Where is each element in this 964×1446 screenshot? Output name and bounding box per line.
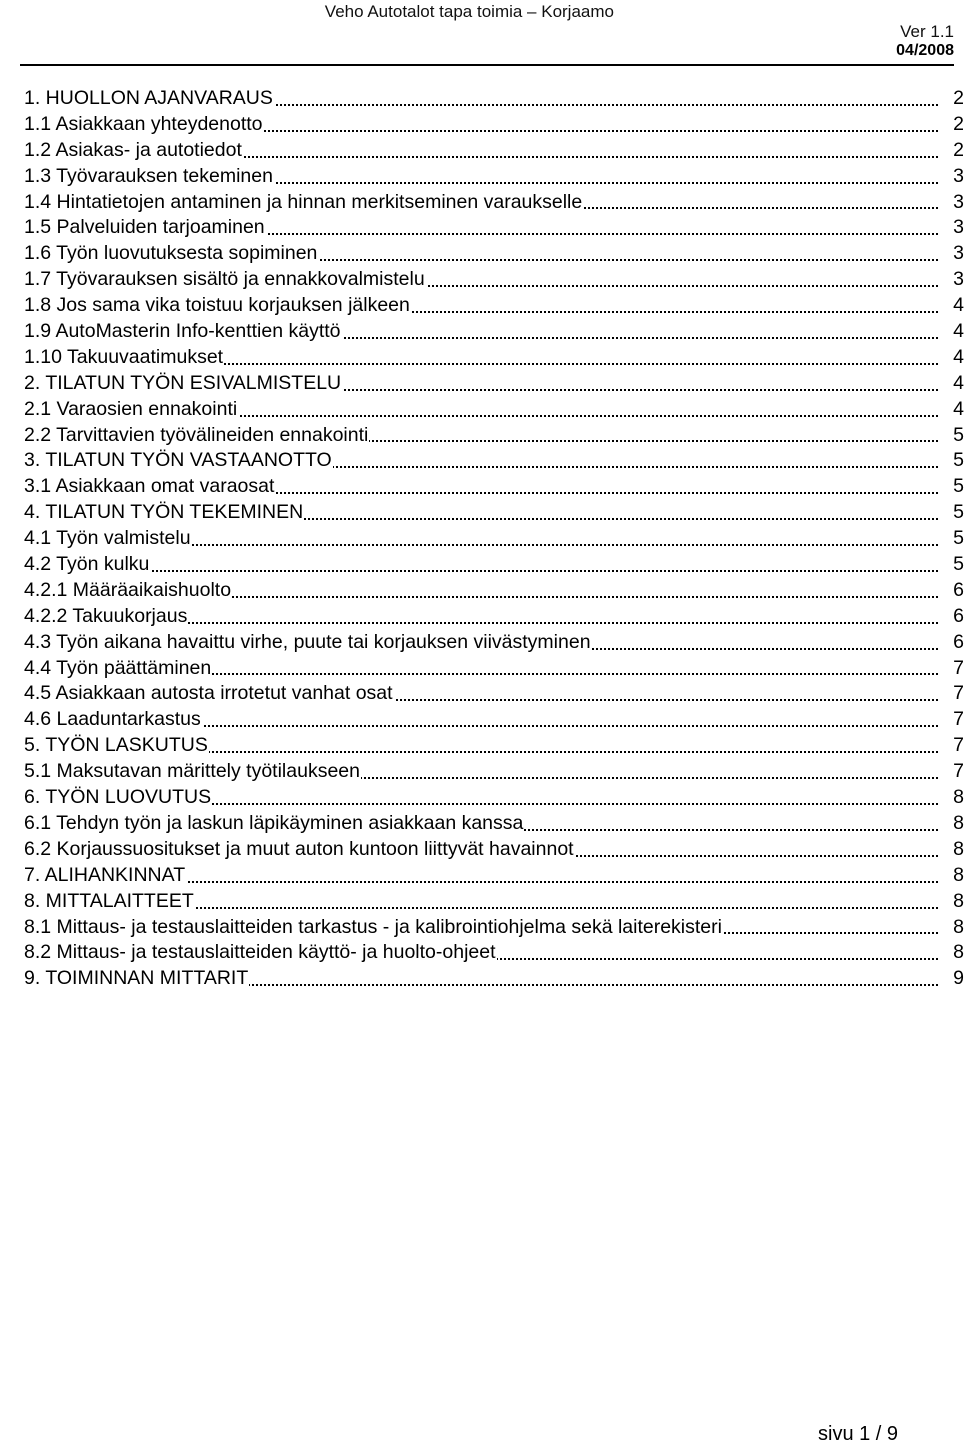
- toc-entry-page: 7: [940, 759, 964, 785]
- toc-entry-page: 2: [940, 112, 964, 138]
- toc-entry-page: 7: [940, 733, 964, 759]
- toc-entry-page: 7: [940, 707, 964, 733]
- toc-entry-page: 8: [940, 940, 964, 966]
- toc-entry[interactable]: [24, 500, 964, 526]
- toc-entry-label: 4.6 Laaduntarkastus: [24, 708, 201, 731]
- toc-entry[interactable]: [24, 474, 964, 500]
- toc-entry[interactable]: [24, 630, 964, 656]
- toc-entry-page: 6: [940, 630, 964, 656]
- toc-entry-label: 2. TILATUN TYÖN ESIVALMISTELU: [24, 371, 342, 394]
- document-version: Ver 1.1: [900, 22, 954, 41]
- toc-entry-label: 8.1 Mittaus- ja testauslaitteiden tarkastus - ja kalibrointiohjelma sekä laiterekisteri: [24, 915, 722, 938]
- toc-entry-page: 5: [940, 448, 964, 474]
- toc-entry-label: 1.10 Takuuvaatimukset: [24, 345, 224, 368]
- table-of-contents: [24, 86, 964, 992]
- toc-entry-label: 5. TYÖN LASKUTUS: [24, 734, 208, 757]
- toc-entry-label: 1.6 Työn luovutuksesta sopiminen: [24, 242, 318, 265]
- toc-entry[interactable]: [24, 86, 964, 112]
- toc-entry-page: 2: [940, 138, 964, 164]
- toc-entry-page: 8: [940, 811, 964, 837]
- toc-entry[interactable]: [24, 448, 964, 474]
- toc-entry[interactable]: [24, 319, 964, 345]
- toc-entry[interactable]: [24, 681, 964, 707]
- toc-entry[interactable]: [24, 526, 964, 552]
- toc-entry[interactable]: [24, 423, 964, 449]
- toc-entry[interactable]: [24, 966, 964, 992]
- toc-entry-label: 4. TILATUN TYÖN TEKEMINEN: [24, 501, 304, 524]
- toc-entry-label: 1.1 Asiakkaan yhteydenotto: [24, 112, 263, 135]
- toc-entry-label: 5.1 Maksutavan märittely työtilaukseen: [24, 760, 360, 783]
- toc-entry[interactable]: [24, 759, 964, 785]
- toc-entry-label: 2.1 Varaosien ennakointi: [24, 397, 238, 420]
- page-number: sivu 1 / 9: [818, 1423, 899, 1445]
- toc-entry-label: 4.4 Työn päättäminen: [24, 656, 212, 679]
- toc-entry-label: 6.2 Korjaussuositukset ja muut auton kuntoon liittyvät havainnot: [24, 837, 574, 860]
- toc-entry[interactable]: [24, 863, 964, 889]
- toc-entry-label: 2.2 Tarvittavien työvälineiden ennakointi: [24, 423, 369, 446]
- toc-entry-page: 7: [940, 656, 964, 682]
- toc-entry-page: 4: [940, 397, 964, 423]
- toc-entry[interactable]: [24, 733, 964, 759]
- toc-entry[interactable]: [24, 552, 964, 578]
- toc-entry-page: 4: [940, 371, 964, 397]
- toc-entry[interactable]: [24, 811, 964, 837]
- toc-entry-label: 8. MITTALAITTEET: [24, 889, 194, 912]
- toc-entry-page: 3: [940, 190, 964, 216]
- toc-entry[interactable]: [24, 164, 964, 190]
- toc-entry-label: 3. TILATUN TYÖN VASTAANOTTO: [24, 449, 332, 472]
- toc-entry[interactable]: [24, 837, 964, 863]
- header-divider: [20, 64, 954, 66]
- toc-entry[interactable]: [24, 267, 964, 293]
- toc-entry-label: 4.5 Asiakkaan autosta irrotetut vanhat osat: [24, 682, 393, 705]
- toc-entry[interactable]: [24, 785, 964, 811]
- toc-entry[interactable]: [24, 940, 964, 966]
- toc-entry-page: 8: [940, 863, 964, 889]
- toc-entry[interactable]: [24, 707, 964, 733]
- toc-entry-label: 6.1 Tehdyn työn ja laskun läpikäyminen asiakkaan kanssa: [24, 811, 524, 834]
- toc-entry[interactable]: [24, 915, 964, 941]
- toc-entry-page: 3: [940, 267, 964, 293]
- toc-entry-label: 4.1 Työn valmistelu: [24, 527, 191, 550]
- toc-entry-page: 5: [940, 526, 964, 552]
- toc-entry-page: 3: [940, 215, 964, 241]
- toc-entry-page: 8: [940, 785, 964, 811]
- toc-entry-label: 1.7 Työvarauksen sisältö ja ennakkovalmistelu: [24, 268, 425, 291]
- toc-entry-label: 1.4 Hintatietojen antaminen ja hinnan merkitseminen varaukselle: [24, 190, 583, 213]
- toc-entry-label: 1.8 Jos sama vika toistuu korjauksen jälkeen: [24, 294, 410, 317]
- toc-entry-page: 6: [940, 578, 964, 604]
- document-date: 04/2008: [896, 42, 954, 59]
- toc-entry-label: 6. TYÖN LUOVUTUS: [24, 786, 212, 809]
- toc-entry-label: 4.2.1 Määräaikaishuolto: [24, 578, 232, 601]
- toc-entry-label: 4.2 Työn kulku: [24, 553, 150, 576]
- toc-entry-label: 1.3 Työvarauksen tekeminen: [24, 164, 273, 187]
- toc-entry[interactable]: [24, 397, 964, 423]
- toc-entry-label: 3.1 Asiakkaan omat varaosat: [24, 475, 275, 498]
- toc-entry[interactable]: [24, 215, 964, 241]
- toc-entry-page: 7: [940, 681, 964, 707]
- toc-entry-page: 4: [940, 293, 964, 319]
- toc-entry-page: 5: [940, 474, 964, 500]
- toc-entry-page: 6: [940, 604, 964, 630]
- toc-entry-page: 8: [940, 915, 964, 941]
- toc-entry[interactable]: [24, 190, 964, 216]
- toc-entry-label: 1.2 Asiakas- ja autotiedot: [24, 138, 242, 161]
- toc-entry[interactable]: [24, 604, 964, 630]
- toc-entry-label: 1.9 AutoMasterin Info-kenttien käyttö: [24, 320, 341, 343]
- toc-entry-label: 1.5 Palveluiden tarjoaminen: [24, 216, 265, 239]
- toc-entry[interactable]: [24, 293, 964, 319]
- toc-entry[interactable]: [24, 345, 964, 371]
- toc-entry-label: 1. HUOLLON AJANVARAUS: [24, 87, 273, 109]
- toc-entry-page: 3: [940, 164, 964, 190]
- toc-entry-page: 9: [940, 966, 964, 992]
- toc-entry[interactable]: [24, 656, 964, 682]
- toc-entry-page: 2: [940, 86, 964, 112]
- toc-entry-page: 5: [940, 552, 964, 578]
- toc-entry-label: 8.2 Mittaus- ja testauslaitteiden käyttö- ja huolto-ohjeet: [24, 941, 496, 964]
- document-title: Veho Autotalot tapa toimia – Korjaamo: [324, 2, 614, 21]
- toc-entry-page: 4: [940, 345, 964, 371]
- toc-leader-dots: [24, 570, 942, 572]
- toc-entry[interactable]: [24, 241, 964, 267]
- toc-entry-label: 4.3 Työn aikana havaittu virhe, puute tai korjauksen viivästyminen: [24, 630, 591, 653]
- toc-entry-page: 8: [940, 889, 964, 915]
- toc-entry-label: 9. TOIMINNAN MITTARIT: [24, 967, 249, 990]
- toc-entry[interactable]: [24, 112, 964, 138]
- toc-entry-page: 8: [940, 837, 964, 863]
- toc-entry[interactable]: [24, 138, 964, 164]
- toc-entry[interactable]: [24, 578, 964, 604]
- toc-entry-page: 5: [940, 423, 964, 449]
- toc-entry-label: 4.2.2 Takuukorjaus: [24, 604, 188, 627]
- toc-entry-page: 3: [940, 241, 964, 267]
- toc-entry-label: 7. ALIHANKINNAT: [24, 863, 186, 886]
- toc-entry-page: 4: [940, 319, 964, 345]
- toc-entry[interactable]: [24, 889, 964, 915]
- toc-entry-page: 5: [940, 500, 964, 526]
- toc-entry[interactable]: [24, 371, 964, 397]
